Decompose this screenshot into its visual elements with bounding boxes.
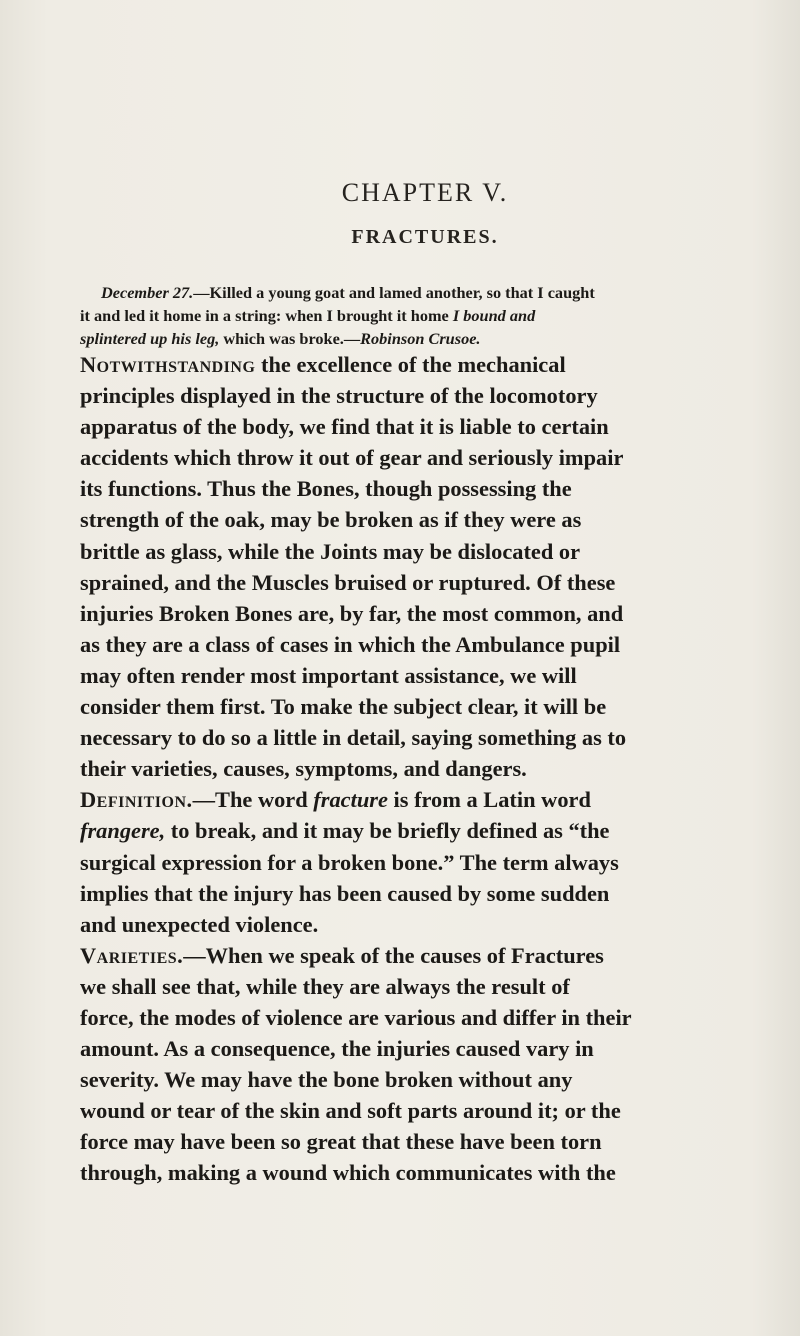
section-label: Varieties. bbox=[80, 942, 184, 968]
italic-text: frangere, bbox=[80, 818, 166, 844]
italic-text: December 27. bbox=[101, 283, 194, 302]
text-run: implies that the injury has been caused by some sudden bbox=[80, 880, 610, 906]
section-label: Definition. bbox=[80, 787, 193, 813]
text-line bbox=[80, 1002, 740, 1033]
text-line bbox=[80, 304, 740, 327]
text-line bbox=[80, 327, 740, 350]
text-line bbox=[80, 940, 740, 971]
text-line bbox=[80, 1126, 740, 1157]
text-run: may often render most important assistance, we will bbox=[80, 662, 577, 688]
text-run: the excellence of the mechanical bbox=[255, 352, 566, 377]
text-line bbox=[80, 504, 740, 535]
text-line bbox=[80, 598, 740, 629]
text-run: wound or tear of the skin and soft parts around it; or the bbox=[80, 1098, 621, 1124]
text-run: through, making a wound which communicates with the bbox=[80, 1160, 616, 1186]
text-run: accidents which throw it out of gear and seriously impair bbox=[80, 445, 624, 471]
text-run: injuries Broken Bones are, by far, the most common, and bbox=[80, 600, 624, 626]
text-run: necessary to do so a little in detail, saying something as to bbox=[80, 725, 627, 751]
text-line bbox=[80, 1095, 740, 1126]
text-run: as they are a class of cases in which the Ambulance pupil bbox=[80, 631, 621, 657]
text-run: their varieties, causes, symptoms, and dangers. bbox=[80, 756, 527, 782]
text-line bbox=[80, 909, 740, 940]
text-line bbox=[80, 442, 740, 473]
text-run: strength of the oak, may be broken as if they were as bbox=[80, 507, 582, 533]
text-run: —The word bbox=[192, 787, 314, 813]
text-line bbox=[80, 536, 740, 567]
text-run: is from a Latin word bbox=[387, 787, 591, 813]
italic-text: fracture bbox=[313, 787, 388, 813]
text-line bbox=[80, 878, 740, 909]
text-run: it and led it home in a string: when I brought it home bbox=[80, 306, 453, 325]
text-line bbox=[80, 411, 740, 442]
text-run: brittle as glass, while the Joints may be dislocated or bbox=[80, 538, 581, 564]
text-run: surgical expression for a broken bone.” The term always bbox=[80, 849, 619, 875]
text-run: to break, and it may be briefly defined as “the bbox=[165, 818, 610, 844]
text-line bbox=[80, 629, 740, 660]
text-line bbox=[80, 567, 740, 598]
text-line bbox=[80, 473, 740, 504]
chapter-title: FRACTURES. bbox=[351, 226, 499, 248]
text-run: its functions. Thus the Bones, though possessing the bbox=[80, 476, 572, 502]
body-text bbox=[80, 349, 740, 1189]
text-run: consider them first. To make the subject clear, it will be bbox=[80, 694, 607, 720]
text-run: which was broke.— bbox=[219, 329, 361, 348]
text-line bbox=[80, 722, 740, 753]
text-run: amount. As a consequence, the injuries caused vary in bbox=[80, 1036, 594, 1062]
text-run: severity. We may have the bone broken without any bbox=[80, 1067, 573, 1093]
text-line bbox=[80, 281, 740, 304]
section-label: Notwithstanding bbox=[80, 352, 256, 377]
text-line bbox=[80, 753, 740, 784]
text-run: and unexpected violence. bbox=[80, 911, 319, 937]
text-line bbox=[80, 380, 740, 411]
text-run: —When we speak of the causes of Fractures bbox=[183, 942, 604, 968]
epigraph bbox=[80, 281, 740, 350]
italic-text: splintered up his leg, bbox=[80, 329, 220, 348]
text-run: principles displayed in the structure of the locomotory bbox=[80, 383, 598, 409]
text-line bbox=[80, 847, 740, 878]
text-line bbox=[80, 1157, 740, 1188]
text-line bbox=[80, 784, 740, 815]
text-line bbox=[80, 660, 740, 691]
text-run: we shall see that, while they are always the result of bbox=[80, 973, 570, 999]
italic-text: I bound and bbox=[452, 306, 536, 325]
text-line bbox=[80, 691, 740, 722]
text-run: sprained, and the Muscles bruised or ruptured. Of these bbox=[80, 569, 616, 595]
chapter-heading: CHAPTER V. bbox=[341, 178, 509, 207]
text-run: force may have been so great that these have been torn bbox=[80, 1129, 602, 1155]
text-line bbox=[80, 1064, 740, 1095]
text-run: —Killed a young goat and lamed another, so that I caught bbox=[193, 283, 595, 302]
text-line bbox=[80, 815, 740, 846]
italic-text: Robinson Crusoe. bbox=[360, 329, 481, 348]
text-line bbox=[80, 971, 740, 1002]
text-run: apparatus of the body, we find that it is liable to certain bbox=[80, 414, 609, 440]
text-run: force, the modes of violence are various and differ in their bbox=[80, 1004, 632, 1030]
text-line bbox=[80, 1033, 740, 1064]
text-line bbox=[80, 349, 740, 380]
